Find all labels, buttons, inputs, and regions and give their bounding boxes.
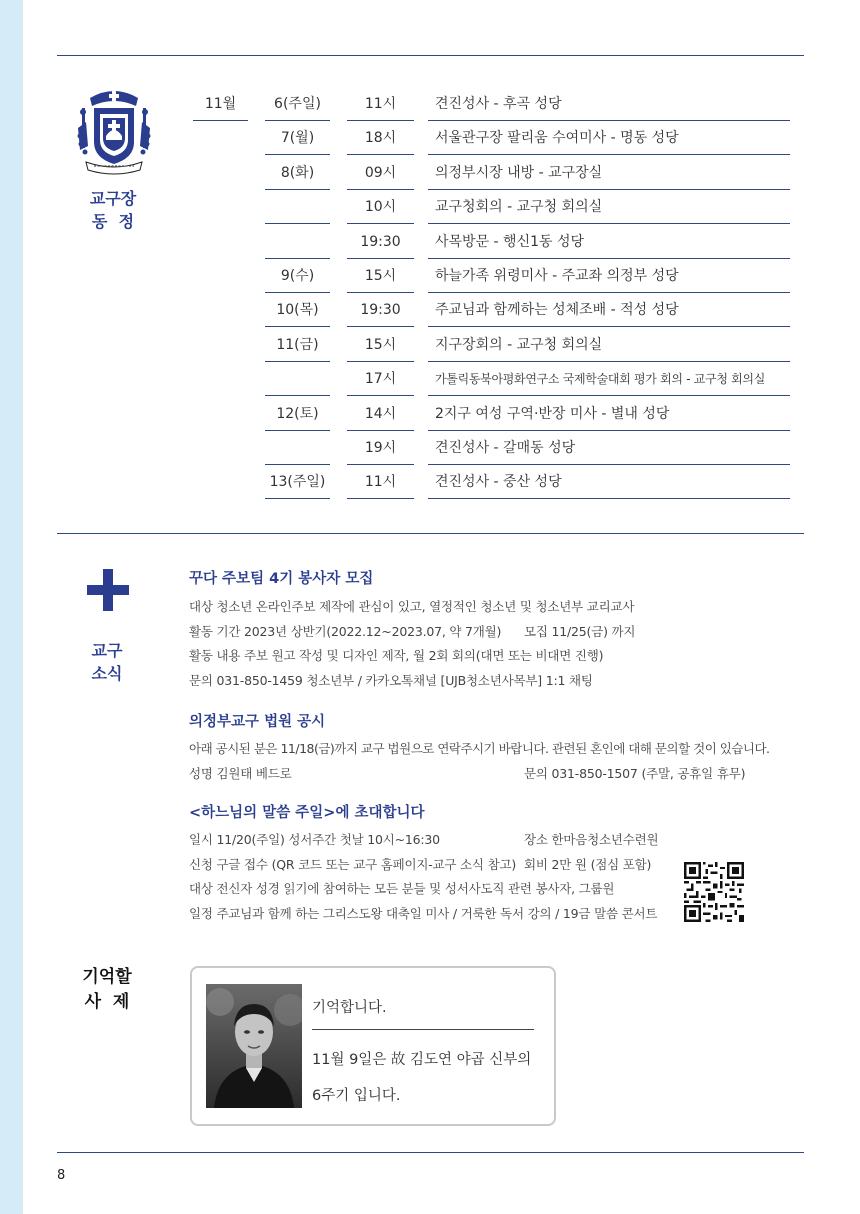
bishop-coat-of-arms-icon	[76, 88, 152, 176]
schedule-event-cell: 주교님과 함께하는 성체조배 - 적성 성당	[428, 294, 790, 327]
schedule-month-cell	[193, 363, 248, 396]
schedule-day-cell	[265, 432, 330, 465]
schedule-row	[193, 363, 793, 397]
news-label-line2: 소식	[91, 664, 123, 683]
memorial-label-line1: 기억할	[82, 967, 132, 987]
schedule-day-cell: 10(목)	[265, 294, 330, 327]
news-item3-line2: 신청 구글 접수 (QR 코드 또는 교구 홈페이지-교구 소식 참고)	[189, 857, 516, 872]
memorial-underline	[312, 1029, 534, 1030]
qr-code-icon[interactable]	[684, 862, 744, 922]
schedule-day-cell: 11(금)	[265, 329, 330, 362]
schedule-day-cell: 7(월)	[265, 122, 330, 155]
news-item3-line1-right: 장소 한마음청소년수련원	[524, 832, 659, 847]
memorial-line2: 6주기 입니다.	[312, 1088, 401, 1104]
news-item2-line2: 성명 김원태 베드로	[189, 766, 292, 781]
schedule-time-cell: 09시	[347, 157, 414, 190]
news-item2-title: 의정부교구 법원 공시	[189, 714, 326, 730]
memorial-card	[190, 966, 556, 1126]
news-label-line1: 교구	[91, 641, 123, 660]
schedule-event-cell: 지구장회의 - 교구청 회의실	[428, 329, 790, 362]
schedule-month-cell	[193, 329, 248, 362]
news-item3-line2-right: 회비 2만 원 (점심 포함)	[524, 857, 652, 872]
schedule-row	[193, 329, 793, 363]
schedule-row	[193, 157, 793, 191]
schedule-row	[193, 260, 793, 294]
schedule-day-cell: 6(주일)	[265, 88, 330, 121]
schedule-label-line1: 교구장	[89, 189, 137, 208]
schedule-month-cell	[193, 466, 248, 499]
schedule-time-cell: 17시	[347, 363, 414, 396]
middle-divider	[57, 533, 804, 534]
news-item3-line3: 대상 전신자 성경 읽기에 참여하는 모든 분들 및 성서사도직 관련 봉사자, 그룹원	[189, 881, 615, 896]
schedule-row	[193, 88, 793, 122]
schedule-time-cell: 15시	[347, 260, 414, 293]
schedule-row	[193, 122, 793, 156]
schedule-month-cell	[193, 294, 248, 327]
schedule-event-cell: 교구청회의 - 교구청 회의실	[428, 191, 790, 224]
schedule-event-cell: 견진성사 - 갈매동 성당	[428, 432, 790, 465]
schedule-time-cell: 19:30	[347, 226, 414, 259]
news-item3-line1: 일시 11/20(주일) 성서주간 첫날 10시~16:30	[189, 832, 440, 847]
schedule-row	[193, 398, 793, 432]
schedule-event-cell: 2지구 여성 구역·반장 미사 - 별내 성당	[428, 398, 790, 431]
priest-portrait-photo	[206, 984, 302, 1108]
news-item2-line2-right: 문의 031-850-1507 (주말, 공휴일 휴무)	[524, 766, 746, 781]
schedule-month-cell	[193, 122, 248, 155]
memorial-line1: 11월 9일은 故 김도연 야곱 신부의	[312, 1052, 532, 1068]
news-section-label	[76, 639, 138, 685]
plus-cross-icon	[87, 569, 129, 611]
schedule-event-cell: 의정부시장 내방 - 교구장실	[428, 157, 790, 190]
schedule-day-cell	[265, 191, 330, 224]
schedule-label-line2: 동 정	[91, 212, 135, 231]
schedule-day-cell	[265, 226, 330, 259]
schedule-month-cell	[193, 157, 248, 190]
news-item3-title: <하느님의 말씀 주일>에 초대합니다	[189, 805, 425, 821]
side-color-strip	[0, 0, 23, 1214]
schedule-month-cell	[193, 191, 248, 224]
memorial-section-label	[72, 965, 142, 1015]
schedule-row	[193, 191, 793, 225]
schedule-day-cell	[265, 363, 330, 396]
schedule-event-cell: 서울관구장 팔리움 수여미사 - 명동 성당	[428, 122, 790, 155]
schedule-row	[193, 432, 793, 466]
schedule-row	[193, 294, 793, 328]
schedule-event-cell: 하늘가족 위령미사 - 주교좌 의정부 성당	[428, 260, 790, 293]
schedule-month-cell	[193, 260, 248, 293]
schedule-time-cell: 15시	[347, 329, 414, 362]
schedule-time-cell: 10시	[347, 191, 414, 224]
news-item1-line3: 활동 내용 주보 원고 작성 및 디자인 제작, 월 2회 회의(대면 또는 비대면 진행)	[189, 648, 604, 663]
memorial-heading: 기억합니다.	[312, 1000, 387, 1016]
schedule-time-cell: 11시	[347, 466, 414, 499]
schedule-time-cell: 18시	[347, 122, 414, 155]
schedule-row	[193, 466, 793, 500]
schedule-time-cell: 11시	[347, 88, 414, 121]
schedule-row	[193, 226, 793, 260]
news-item1-line1: 대상 청소년 온라인주보 제작에 관심이 있고, 열정적인 청소년 및 청소년부 교리교사	[189, 599, 635, 614]
schedule-day-cell: 12(토)	[265, 398, 330, 431]
schedule-time-cell: 19시	[347, 432, 414, 465]
bottom-divider	[57, 1152, 804, 1153]
news-item3-line4: 일정 주교님과 함께 하는 그리스도왕 대축일 미사 / 거룩한 독서 강의 / 19금 말씀 콘서트	[189, 906, 658, 921]
schedule-event-cell: 견진성사 - 후곡 성당	[428, 88, 790, 121]
schedule-month-cell	[193, 226, 248, 259]
schedule-time-cell: 14시	[347, 398, 414, 431]
schedule-day-cell: 8(화)	[265, 157, 330, 190]
schedule-event-cell: 가톨릭동북아평화연구소 국제학술대회 평가 회의 - 교구청 회의실	[428, 363, 790, 396]
news-item1-line2-right: 모집 11/25(금) 까지	[524, 624, 636, 639]
news-item1-line4: 문의 031-850-1459 청소년부 / 카카오톡채널 [UJB청소년사목부] 1:1 채팅	[189, 673, 593, 688]
schedule-month-cell	[193, 432, 248, 465]
schedule-month-cell: 11월	[193, 88, 248, 121]
schedule-month-cell	[193, 398, 248, 431]
news-item2-line1: 아래 공시된 분은 11/18(금)까지 교구 법원으로 연락주시기 바랍니다. 관련된 혼인에 대해 문의할 것이 있습니다.	[189, 741, 770, 756]
schedule-day-cell: 13(주일)	[265, 466, 330, 499]
top-divider	[57, 55, 804, 56]
memorial-label-line2: 사 제	[84, 992, 130, 1012]
schedule-event-cell: 견진성사 - 중산 성당	[428, 466, 790, 499]
schedule-day-cell: 9(수)	[265, 260, 330, 293]
schedule-section-label	[76, 187, 150, 233]
schedule-time-cell: 19:30	[347, 294, 414, 327]
schedule-event-cell: 사목방문 - 행신1동 성당	[428, 226, 790, 259]
page-number: 8	[57, 1168, 66, 1183]
news-item1-line2: 활동 기간 2023년 상반기(2022.12~2023.07, 약 7개월)	[189, 624, 502, 639]
news-item1-title: 꾸다 주보팀 4기 봉사자 모집	[189, 571, 374, 587]
